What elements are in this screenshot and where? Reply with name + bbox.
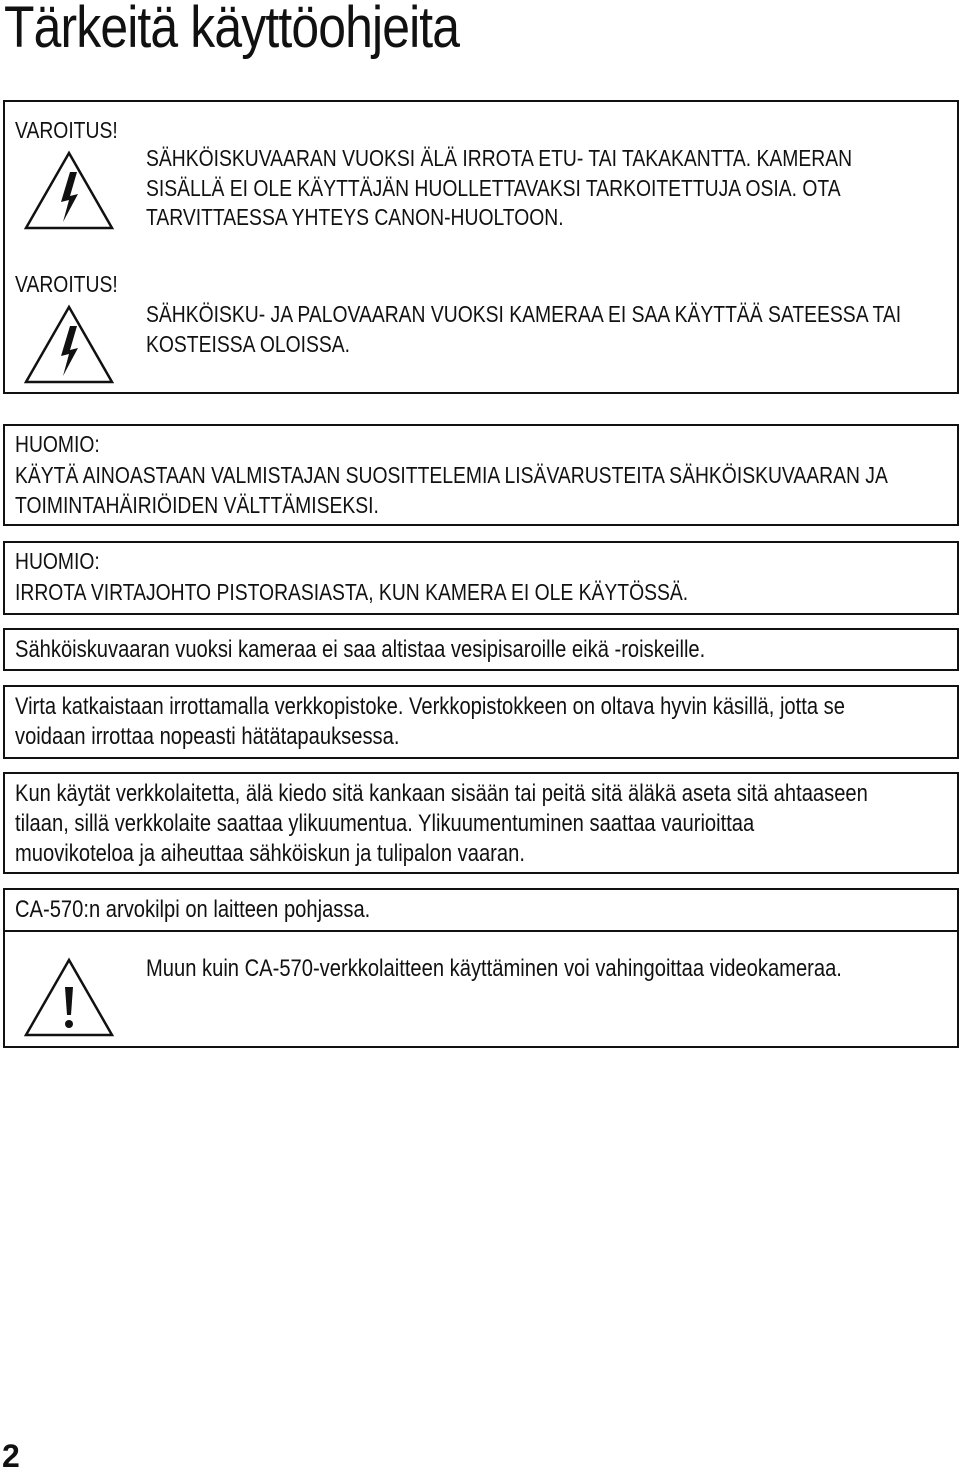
page-title: Tärkeitä käyttöohjeita: [4, 0, 460, 60]
note-text-line: Muun kuin CA-570-verkkolaitteen käyttäminen voi vahingoittaa videokameraa.: [146, 955, 842, 982]
exclamation-triangle-icon: [23, 957, 115, 1039]
note-box: [3, 930, 959, 1048]
note-text-line: tilaan, sillä verkkolaite saattaa ylikuumentua. Ylikuumentuminen saattaa vaurioittaa: [15, 810, 755, 837]
caution-text: [15, 578, 688, 608]
warning-text-line: SÄHKÖISKU- JA PALOVAARAN VUOKSI KAMERAA EI SAA KÄYTTÄÄ SATEESSA TAI: [146, 301, 902, 327]
note-text-line: Kun käytät verkkolaitetta, älä kiedo sitä kankaan sisään tai peitä sitä äläkä aseta sitä ahtaaseen: [15, 780, 868, 807]
warning-text: [146, 300, 901, 359]
caution-text-line: TOIMINTAHÄIRIÖIDEN VÄLTTÄMISEKSI.: [15, 491, 379, 518]
note-text-line: CA-570:n arvokilpi on laitteen pohjassa.: [15, 896, 371, 923]
caution-label: HUOMIO:: [15, 548, 100, 574]
warning-text: [146, 144, 852, 233]
page-number: 2: [2, 1438, 20, 1474]
warning-label: VAROITUS!: [15, 271, 118, 297]
note-box: [3, 772, 959, 874]
caution-box: [3, 424, 959, 526]
warning-text-line: KOSTEISSA OLOISSA.: [146, 330, 351, 357]
caution-text: [15, 461, 888, 520]
lightning-triangle-icon: [23, 150, 115, 232]
warning-text-line: SISÄLLÄ EI OLE KÄYTTÄJÄN HUOLLETTAVAKSI TARKOITETTUJA OSIA. OTA: [146, 174, 841, 201]
note-text: [15, 779, 868, 869]
note-text-line: Sähköiskuvaaran vuoksi kameraa ei saa altistaa vesipisaroille eikä -roiskeille.: [15, 636, 706, 663]
warning-text-line: SÄHKÖISKUVAARAN VUOKSI ÄLÄ IRROTA ETU- TAI TAKAKANTTA. KAMERAN: [146, 145, 853, 171]
warning-label: VAROITUS!: [15, 117, 118, 143]
caution-box: [3, 541, 959, 615]
note-text-line: muovikoteloa ja aiheuttaa sähköiskun ja tulipalon vaaran.: [15, 840, 525, 867]
note-box: [3, 888, 959, 932]
caution-label: HUOMIO:: [15, 431, 100, 457]
note-text: [15, 895, 370, 925]
note-text-line: Virta katkaistaan irrottamalla verkkopistoke. Verkkopistokkeen on oltava hyvin käsillä, jotta se: [15, 693, 845, 720]
note-box: [3, 628, 959, 671]
note-box: [3, 685, 959, 759]
warning-box: [3, 100, 959, 394]
note-text-line: voidaan irrottaa nopeasti hätätapauksessa.: [15, 723, 400, 750]
note-text: [15, 692, 845, 752]
note-text: [146, 954, 842, 984]
lightning-triangle-icon: [23, 304, 115, 386]
caution-text-line: IRROTA VIRTAJOHTO PISTORASIASTA, KUN KAMERA EI OLE KÄYTÖSSÄ.: [15, 579, 689, 605]
warning-text-line: TARVITTAESSA YHTEYS CANON-HUOLTOON.: [146, 204, 564, 230]
caution-text-line: KÄYTÄ AINOASTAAN VALMISTAJAN SUOSITTELEMIA LISÄVARUSTEITA SÄHKÖISKUVAARAN JA: [15, 462, 888, 488]
note-text: [15, 635, 705, 665]
